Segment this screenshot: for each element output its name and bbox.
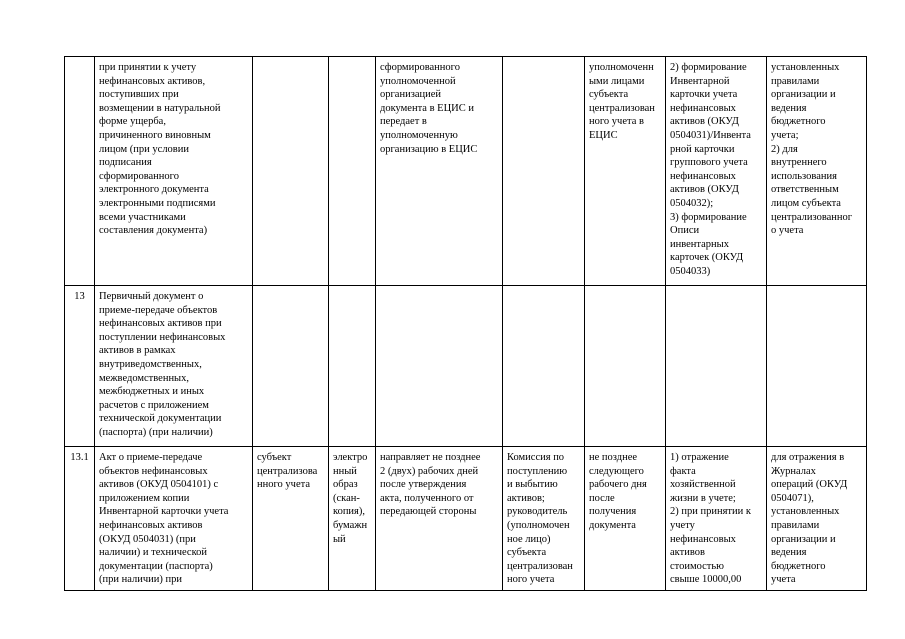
purpose-cell: 1) отражение факта хозяйственной жизни в учете; 2) при принятии к учету нефинансовых активов стоимостью свыше 10000,00	[666, 447, 767, 591]
usage-cell: установленных правилами организации и ведения бюджетного учета; 2) для внутреннего использования ответственным лицом субъекта централизованног о учета	[767, 57, 867, 286]
form-cell: электро нный образ (скан- копия), бумажн ый	[329, 447, 376, 591]
document-name-cell: Первичный документ о приеме-передаче объектов нефинансовых активов при поступлении нефинансовых активов в рамках внутриведомственных, межведомственных, межбюджетных и иных расчетов с приложением технической документации (паспорта) (при наличии)	[95, 286, 253, 447]
signatories-cell: Комиссия по поступлению и выбытию активов; руководитель (уполномочен ное лицо) субъекта централизован ного учета	[503, 447, 585, 591]
purpose-cell: 2) формирование Инвентарной карточки учета нефинансовых активов (ОКУД 0504031)/Инвента рной карточки группового учета нефинансовых активов (ОКУД 0504032); 3) формирование Описи инвентарных карточек (ОКУД 0504033)	[666, 57, 767, 286]
creator-cell: субъект централизова нного учета	[253, 447, 329, 591]
row-number-cell: 13.1	[65, 447, 95, 591]
deadline-cell: не позднее следующего рабочего дня после получения документа	[585, 447, 666, 591]
purpose-cell	[666, 286, 767, 447]
procedure-cell: направляет не позднее 2 (двух) рабочих дней после утверждения акта, полученного от передающей стороны	[376, 447, 503, 591]
table-row	[65, 447, 867, 591]
signatories-cell	[503, 286, 585, 447]
table-row	[65, 286, 867, 447]
signatories-cell	[503, 57, 585, 286]
form-cell	[329, 286, 376, 447]
deadline-cell	[585, 286, 666, 447]
row-number-cell	[65, 57, 95, 286]
document-table	[64, 56, 867, 591]
usage-cell	[767, 286, 867, 447]
form-cell	[329, 57, 376, 286]
document-name-cell: Акт о приеме-передаче объектов нефинансовых активов (ОКУД 0504101) с приложением копии Инвентарной карточки учета нефинансовых активов (ОКУД 0504031) (при наличии) и технической документации (паспорта) (при наличии) при	[95, 447, 253, 591]
row-number-cell: 13	[65, 286, 95, 447]
table-row	[65, 57, 867, 286]
creator-cell	[253, 286, 329, 447]
procedure-cell: сформированного уполномоченной организацией документа в ЕЦИС и передает в уполномоченную организацию в ЕЦИС	[376, 57, 503, 286]
deadline-cell: уполномоченн ыми лицами субъекта централизован ного учета в ЕЦИС	[585, 57, 666, 286]
document-name-cell: при принятии к учету нефинансовых активов, поступивших при возмещении в натуральной форме ущерба, причиненного виновным лицом (при условии подписания сформированного электронного документа электронными подписями всеми участниками составления документа)	[95, 57, 253, 286]
creator-cell	[253, 57, 329, 286]
procedure-cell	[376, 286, 503, 447]
usage-cell: для отражения в Журналах операций (ОКУД 0504071), установленных правилами организации и ведения бюджетного учета	[767, 447, 867, 591]
